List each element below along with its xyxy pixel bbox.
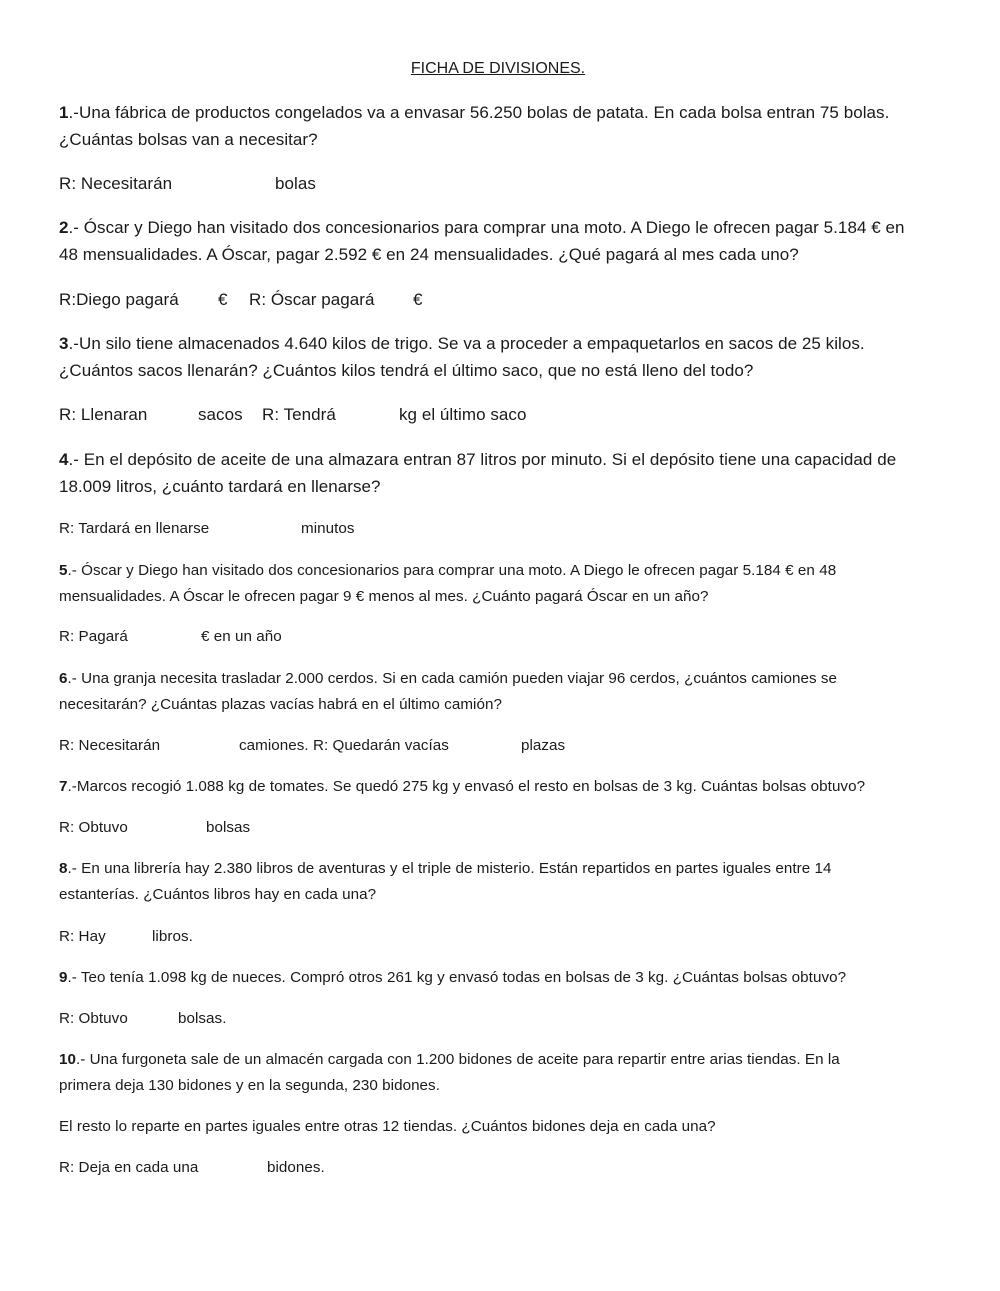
problem-text-line: ¿Cuántas bolsas van a necesitar?: [59, 130, 318, 149]
problem-text-line: 9.- Teo tenía 1.098 kg de nueces. Compró otros 261 kg y envasó todas en bolsas de 3 kg. ¿Cuántas bolsas obtuvo?: [59, 969, 847, 986]
problem-text-line: 7.-Marcos recogió 1.088 kg de tomates. Se quedó 275 kg y envasó el resto en bolsas de 3 kg. Cuántas bolsas obtuvo?: [59, 778, 866, 795]
problem-text-line: 18.009 litros, ¿cuánto tardará en llenarse?: [59, 477, 381, 496]
problem-text-line: 1.-Una fábrica de productos congelados va a envasar 56.250 bolas de patata. En cada bolsa entran 75 bolas.: [59, 103, 890, 122]
answer-prefix: R: Óscar pagará: [249, 290, 375, 309]
answer-unit: kg el último saco: [399, 405, 527, 424]
answer-prefix: R: Necesitarán: [59, 174, 173, 193]
answer-prefix: R:Diego pagará: [59, 290, 179, 309]
answer-unit: bolsas.: [178, 1010, 227, 1027]
problem-text-line: 8.- En una librería hay 2.380 libros de aventuras y el triple de misterio. Están repartidos en partes iguales entre 14: [59, 860, 832, 877]
answer-line: [59, 819, 959, 841]
problem-text-line: mensualidades. A Óscar le ofrecen pagar 9 € menos al mes. ¿Cuánto pagará Óscar en un año?: [59, 588, 709, 605]
answer-line: [59, 628, 959, 650]
answer-prefix: R: Llenaran: [59, 405, 148, 424]
answer-unit: plazas: [521, 737, 566, 754]
problem-number: 7: [59, 778, 68, 795]
page-title: FICHA DE DIVISIONES.: [410, 60, 586, 77]
problem-number: 6: [59, 670, 68, 687]
answer-line: [59, 290, 959, 314]
problem-text-line: estanterías. ¿Cuántos libros hay en cada una?: [59, 886, 377, 903]
problem-text-line: primera deja 130 bidones y en la segunda, 230 bidones.: [59, 1077, 440, 1094]
answer-prefix: R: Hay: [59, 928, 106, 945]
answer-line: [59, 405, 959, 429]
problem-text-line: necesitarán? ¿Cuántas plazas vacías habrá en el último camión?: [59, 696, 502, 713]
answer-unit: €: [218, 290, 228, 309]
problem-number: 10: [59, 1051, 76, 1068]
problem-text-line: 5.- Óscar y Diego han visitado dos concesionarios para comprar una moto. A Diego le ofrecen pagar 5.184 € en 48: [59, 562, 837, 579]
answer-unit: bidones.: [267, 1159, 325, 1176]
answer-line: [59, 174, 959, 198]
problem-text-line: El resto lo reparte en partes iguales entre otras 12 tiendas. ¿Cuántos bidones deja en cada una?: [59, 1118, 716, 1135]
problem-number: 1: [59, 103, 69, 122]
problem-number: 2: [59, 218, 69, 237]
answer-line: [59, 520, 959, 542]
answer-line: [59, 1010, 959, 1032]
problem-number: 8: [59, 860, 68, 877]
answer-line: [59, 928, 959, 950]
problem-text-line: 10.- Una furgoneta sale de un almacén cargada con 1.200 bidones de aceite para repartir entre arias tiendas. En la: [59, 1051, 840, 1068]
answer-middle: camiones. R: Quedarán vacías: [239, 737, 449, 754]
answer-prefix: R: Necesitarán: [59, 737, 161, 754]
answer-prefix: R: Tendrá: [262, 405, 336, 424]
answer-unit: € en un año: [201, 628, 282, 645]
answer-unit: €: [413, 290, 423, 309]
answer-unit: libros.: [152, 928, 193, 945]
problem-number: 9: [59, 969, 68, 986]
problem-text-line: ¿Cuántos sacos llenarán? ¿Cuántos kilos tendrá el último saco, que no está lleno del todo?: [59, 361, 754, 380]
answer-line: [59, 1159, 959, 1181]
answer-unit: bolas: [275, 174, 316, 193]
answer-prefix: R: Tardará en llenarse: [59, 520, 210, 537]
problem-text-line: 2.- Óscar y Diego han visitado dos concesionarios para comprar una moto. A Diego le ofrecen pagar 5.184 € en: [59, 218, 905, 237]
answer-prefix: R: Obtuvo: [59, 1010, 128, 1027]
answer-unit: sacos: [198, 405, 243, 424]
answer-prefix: R: Deja en cada una: [59, 1159, 199, 1176]
problem-text-line: 3.-Un silo tiene almacenados 4.640 kilos de trigo. Se va a proceder a empaquetarlos en sacos de 25 kilos.: [59, 334, 865, 353]
answer-prefix: R: Pagará: [59, 628, 128, 645]
answer-unit: bolsas: [206, 819, 251, 836]
problem-text-line: 6.- Una granja necesita trasladar 2.000 cerdos. Si en cada camión pueden viajar 96 cerdos, ¿cuántos camiones se: [59, 670, 838, 687]
problem-number: 5: [59, 562, 68, 579]
problem-number: 4: [59, 450, 69, 469]
problem-number: 3: [59, 334, 69, 353]
answer-unit: minutos: [301, 520, 355, 537]
answer-prefix: R: Obtuvo: [59, 819, 128, 836]
problem-text-line: 48 mensualidades. A Óscar, pagar 2.592 € en 24 mensualidades. ¿Qué pagará al mes cada uno?: [59, 245, 799, 264]
answer-line: [59, 737, 959, 759]
problem-text-line: 4.- En el depósito de aceite de una almazara entran 87 litros por minuto. Si el depósito tiene una capacidad de: [59, 450, 897, 469]
